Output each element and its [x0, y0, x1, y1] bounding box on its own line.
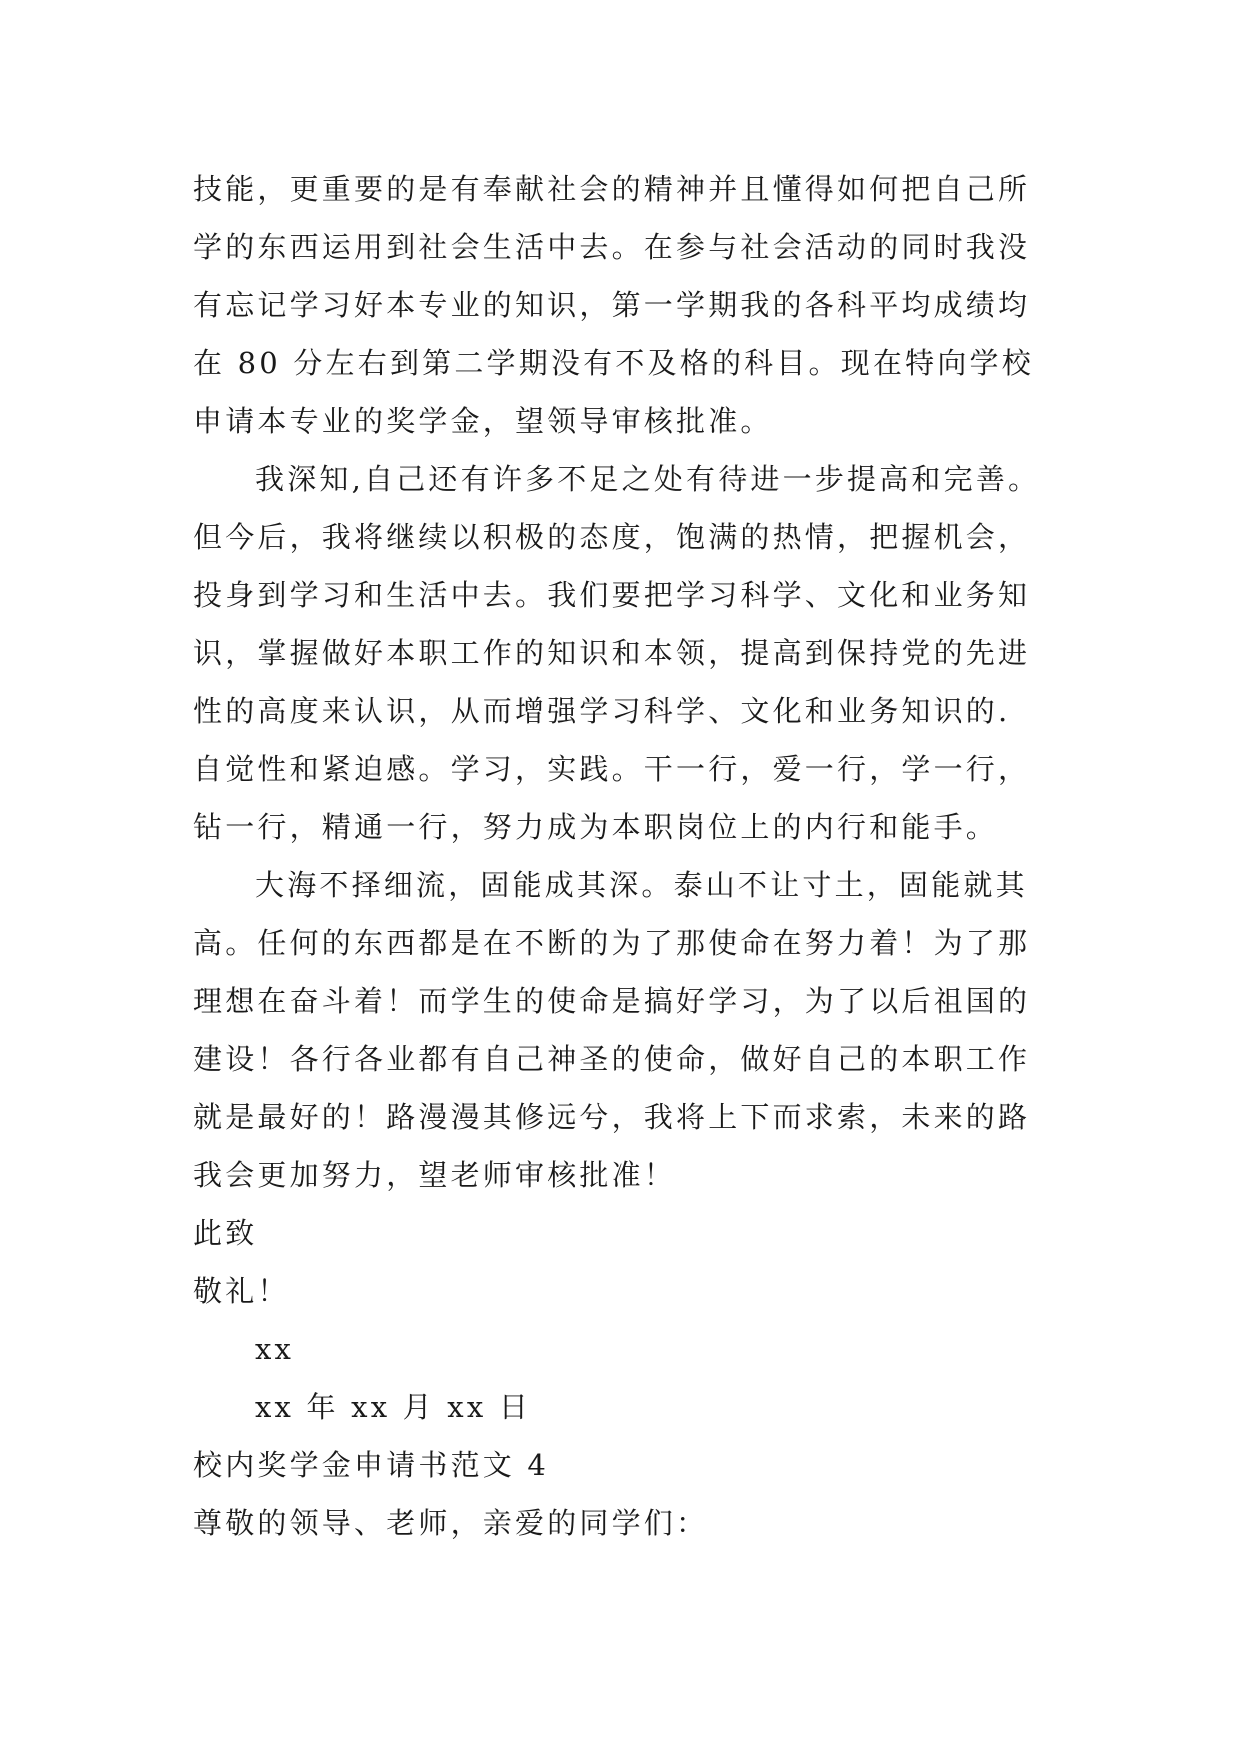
text-line: 大海不择细流，固能成其深。泰山不让寸土，固能就其 — [255, 868, 1028, 902]
text-line: 校内奖学金申请书范文 4 — [193, 1448, 550, 1482]
text-line: 投身到学习和生活中去。我们要把学习科学、文化和业务知 — [193, 578, 1031, 612]
text-line: 高。任何的东西都是在不断的为了那使命在努力着！为了那 — [193, 926, 1031, 960]
document-body — [193, 160, 1073, 1552]
text-line: 但今后，我将继续以积极的态度，饱满的热情，把握机会， — [193, 520, 1031, 554]
text-line: 敬礼！ — [193, 1274, 290, 1308]
text-line: 就是最好的！路漫漫其修远兮，我将上下而求索，未来的路 — [193, 1100, 1031, 1134]
text-line: 性的高度来认识，从而增强学习科学、文化和业务知识的. — [193, 694, 1011, 728]
text-line: 我深知,自己还有许多不足之处有待进一步提高和完善。 — [255, 462, 1041, 496]
text-line: 申请本专业的奖学金，望领导审核批准。 — [193, 404, 773, 438]
text-line: 我会更加努力，望老师审核批准！ — [193, 1158, 677, 1192]
text-line: 在 80 分左右到第二学期没有不及格的科目。现在特向学校 — [193, 346, 1034, 380]
text-line: 学的东西运用到社会生活中去。在参与社会活动的同时我没 — [193, 230, 1031, 264]
text-line: xx 年 xx 月 xx 日 — [255, 1390, 532, 1424]
text-line: 技能，更重要的是有奉献社会的精神并且懂得如何把自己所 — [193, 172, 1031, 206]
text-line: xx — [255, 1332, 295, 1366]
text-line: 有忘记学习好本专业的知识，第一学期我的各科平均成绩均 — [193, 288, 1031, 322]
text-line: 理想在奋斗着！而学生的使命是搞好学习，为了以后祖国的 — [193, 984, 1031, 1018]
text-line: 建设！各行各业都有自己神圣的使命，做好自己的本职工作 — [193, 1042, 1031, 1076]
text-line: 自觉性和紧迫感。学习，实践。干一行，爱一行，学一行， — [193, 752, 1031, 786]
text-line: 尊敬的领导、老师，亲爱的同学们： — [193, 1506, 709, 1540]
text-line: 识，掌握做好本职工作的知识和本领，提高到保持党的先进 — [193, 636, 1031, 670]
text-line: 此致 — [193, 1216, 258, 1250]
text-line: 钻一行，精通一行，努力成为本职岗位上的内行和能手。 — [193, 810, 999, 844]
